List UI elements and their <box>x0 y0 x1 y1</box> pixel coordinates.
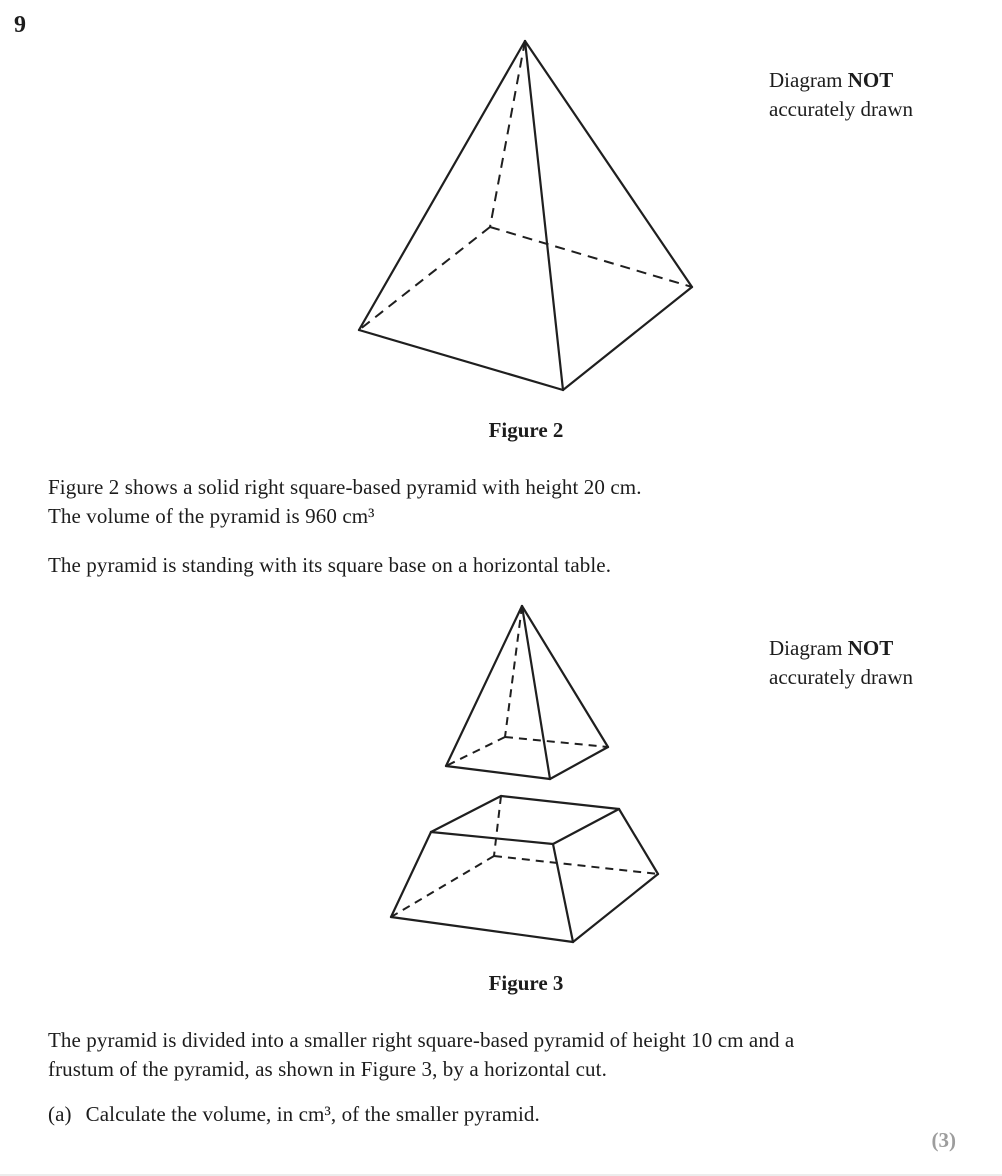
question-part-a <box>48 1100 788 1129</box>
text-line: The volume of the pyramid is 960 cm³ <box>48 504 375 528</box>
marks-badge: (3) <box>931 1128 956 1152</box>
diagram-note-figure2 <box>769 66 959 124</box>
diagram-note-line2: accurately drawn <box>769 665 913 689</box>
question-number: 9 <box>14 12 26 38</box>
figure2-hidden-edges <box>359 41 692 330</box>
figure2-caption: Figure 2 <box>488 418 564 442</box>
figure3-small-pyramid-visible-edges <box>446 606 608 779</box>
figure2-pyramid-diagram <box>330 25 720 405</box>
paragraph-figure3-description <box>48 1026 928 1084</box>
figure3-caption: Figure 3 <box>488 971 564 995</box>
diagram-note-figure3 <box>769 634 959 692</box>
diagram-note-line1: Diagram NOT <box>769 636 894 660</box>
paragraph-figure2-description <box>48 473 788 531</box>
figure2-visible-edges <box>359 41 692 390</box>
figure3-pyramid-frustum-diagram <box>370 590 690 960</box>
text-line: frustum of the pyramid, as shown in Figure 3, by a horizontal cut. <box>48 1057 607 1081</box>
figure3-small-pyramid-hidden-edges <box>446 606 608 766</box>
paragraph-pyramid-standing: The pyramid is standing with its square base on a horizontal table. <box>48 553 612 577</box>
diagram-note-line2: accurately drawn <box>769 97 913 121</box>
part-a-label: (a) <box>48 1102 72 1126</box>
diagram-note-line1: Diagram NOT <box>769 68 894 92</box>
part-a-text: Calculate the volume, in cm³, of the smaller pyramid. <box>85 1102 540 1126</box>
text-line: Figure 2 shows a solid right square-based pyramid with height 20 cm. <box>48 475 642 499</box>
figure3-frustum-hidden-edges <box>391 796 658 917</box>
text-line: The pyramid is divided into a smaller right square-based pyramid of height 10 cm and a <box>48 1028 795 1052</box>
figure3-frustum-visible-edges <box>391 796 658 942</box>
